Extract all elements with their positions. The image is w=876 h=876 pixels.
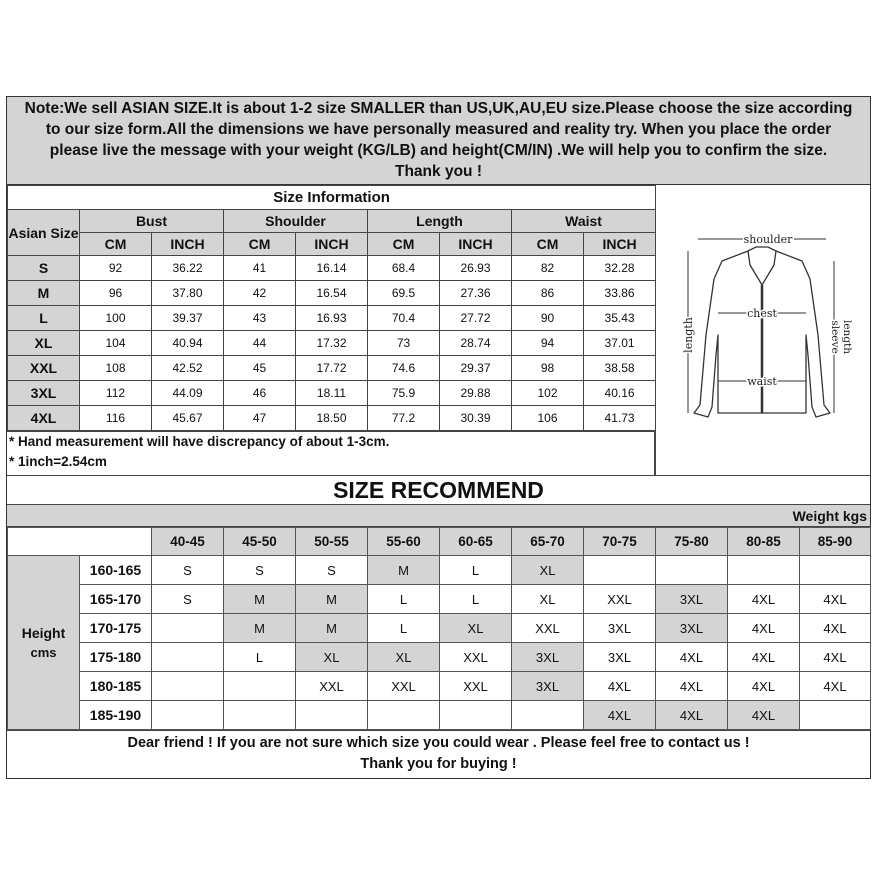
recommended-size-cell: XXL	[368, 672, 440, 701]
recommended-size-cell: 3XL	[512, 643, 584, 672]
unit-header: INCH	[584, 233, 656, 256]
recommended-size-cell: 3XL	[656, 614, 728, 643]
weight-range-header: 80-85	[728, 528, 800, 556]
collar-shape	[748, 247, 776, 285]
recommended-size-cell	[152, 614, 224, 643]
size-value: 33.86	[584, 281, 656, 306]
recommended-size-cell: S	[152, 585, 224, 614]
height-range: 165-170	[80, 585, 152, 614]
unit-header: CM	[224, 233, 296, 256]
size-value: 42.52	[152, 356, 224, 381]
height-label-text: Height	[21, 624, 66, 641]
size-value: 41	[224, 256, 296, 281]
note-line: to our size form.All the dimensions we have personally measured and reality try. When you place the order	[45, 121, 832, 138]
size-value: 82	[512, 256, 584, 281]
shoulder-header: Shoulder	[224, 210, 368, 233]
size-value: 16.14	[296, 256, 368, 281]
size-value: 94	[512, 331, 584, 356]
height-unit-text: cms	[30, 644, 57, 660]
recommended-size-cell	[800, 556, 871, 585]
size-value: 68.4	[368, 256, 440, 281]
size-row	[8, 256, 656, 281]
recommended-size-cell: S	[152, 556, 224, 585]
recommended-size-cell	[224, 701, 296, 730]
recommended-size-cell	[296, 701, 368, 730]
size-value: 75.9	[368, 381, 440, 406]
size-value: 37.01	[584, 331, 656, 356]
size-label: 4XL	[8, 406, 80, 431]
size-row	[8, 281, 656, 306]
waist-header: Waist	[512, 210, 656, 233]
size-value: 17.72	[296, 356, 368, 381]
weight-header-blank	[8, 528, 152, 556]
size-row	[8, 381, 656, 406]
size-value: 46	[224, 381, 296, 406]
recommended-size-cell: 4XL	[656, 643, 728, 672]
recommended-size-cell: L	[368, 585, 440, 614]
height-range: 185-190	[80, 701, 152, 730]
recommended-size-cell: 4XL	[728, 614, 800, 643]
recommended-size-cell: M	[296, 614, 368, 643]
size-value: 102	[512, 381, 584, 406]
size-value: 27.36	[440, 281, 512, 306]
size-value: 36.22	[152, 256, 224, 281]
size-value: 90	[512, 306, 584, 331]
weight-range-header: 75-80	[656, 528, 728, 556]
recommended-size-cell: M	[368, 556, 440, 585]
recommended-size-cell: 4XL	[728, 585, 800, 614]
size-value: 18.50	[296, 406, 368, 431]
weight-range-header: 65-70	[512, 528, 584, 556]
size-value: 45.67	[152, 406, 224, 431]
asian-size-header: Asian Size	[8, 210, 80, 256]
size-label: S	[8, 256, 80, 281]
height-row	[8, 672, 871, 701]
recommended-size-cell: XL	[440, 614, 512, 643]
note-inch-conversion: * 1inch=2.54cm	[9, 454, 107, 469]
height-row	[8, 643, 871, 672]
height-row	[8, 585, 871, 614]
size-value: 73	[368, 331, 440, 356]
size-chart	[6, 96, 871, 779]
size-value: 96	[80, 281, 152, 306]
sleeve-length-label: length	[841, 319, 853, 355]
size-value: 106	[512, 406, 584, 431]
size-value: 28.74	[440, 331, 512, 356]
size-information-table	[7, 185, 656, 431]
size-recommend-title: SIZE RECOMMEND	[7, 475, 870, 505]
note-line: please live the message with your weight (KG/LB) and height(CM/IN) .We will help you to confirm the size.	[49, 142, 828, 159]
recommended-size-cell: 4XL	[728, 643, 800, 672]
recommended-size-cell: 4XL	[584, 701, 656, 730]
height-row	[8, 701, 871, 730]
shirt-measurement-illustration	[656, 185, 870, 473]
recommended-size-cell: 4XL	[800, 614, 871, 643]
recommended-size-cell	[368, 701, 440, 730]
size-value: 40.16	[584, 381, 656, 406]
unit-header: INCH	[152, 233, 224, 256]
recommended-size-cell: 3XL	[656, 585, 728, 614]
size-value: 104	[80, 331, 152, 356]
recommended-size-cell	[728, 556, 800, 585]
weight-range-header: 45-50	[224, 528, 296, 556]
size-row	[8, 356, 656, 381]
height-range: 170-175	[80, 614, 152, 643]
size-value: 37.80	[152, 281, 224, 306]
size-note	[7, 97, 870, 185]
shoulder-label: shoulder	[743, 233, 793, 246]
recommended-size-cell	[584, 556, 656, 585]
recommended-size-cell: M	[224, 585, 296, 614]
size-value: 45	[224, 356, 296, 381]
size-value: 74.6	[368, 356, 440, 381]
size-label: XL	[8, 331, 80, 356]
unit-header: INCH	[440, 233, 512, 256]
recommended-size-cell: XXL	[512, 614, 584, 643]
size-value: 44.09	[152, 381, 224, 406]
recommended-size-cell: 4XL	[656, 672, 728, 701]
size-row	[8, 406, 656, 431]
size-row	[8, 306, 656, 331]
size-value: 17.32	[296, 331, 368, 356]
size-value: 116	[80, 406, 152, 431]
height-range: 160-165	[80, 556, 152, 585]
height-row	[8, 614, 871, 643]
recommended-size-cell: M	[224, 614, 296, 643]
recommended-size-cell: L	[368, 614, 440, 643]
recommended-size-cell	[152, 672, 224, 701]
recommended-size-cell	[656, 556, 728, 585]
recommended-size-cell: 4XL	[728, 672, 800, 701]
recommended-size-cell	[152, 701, 224, 730]
size-value: 108	[80, 356, 152, 381]
size-label: XXL	[8, 356, 80, 381]
recommended-size-cell: XL	[512, 556, 584, 585]
recommended-size-cell: XL	[296, 643, 368, 672]
size-value: 39.37	[152, 306, 224, 331]
length-label: length	[682, 317, 695, 353]
recommended-size-cell	[440, 701, 512, 730]
recommended-size-cell: XXL	[440, 643, 512, 672]
height-label	[8, 556, 80, 730]
recommended-size-cell: 4XL	[728, 701, 800, 730]
size-label: M	[8, 281, 80, 306]
size-value: 92	[80, 256, 152, 281]
weight-range-header: 60-65	[440, 528, 512, 556]
footer-message	[7, 730, 870, 778]
recommended-size-cell: 3XL	[584, 643, 656, 672]
size-recommend-table	[7, 527, 871, 730]
size-value: 18.11	[296, 381, 368, 406]
footer-line-1: Dear friend ! If you are not sure which size you could wear . Please feel free to contact us !	[127, 735, 750, 751]
footer-line-2: Thank you for buying !	[360, 756, 517, 772]
size-value: 16.93	[296, 306, 368, 331]
recommended-size-cell: L	[224, 643, 296, 672]
height-range: 175-180	[80, 643, 152, 672]
size-value: 77.2	[368, 406, 440, 431]
measurement-notes	[7, 431, 655, 475]
size-value: 69.5	[368, 281, 440, 306]
size-value: 40.94	[152, 331, 224, 356]
recommended-size-cell: XXL	[296, 672, 368, 701]
size-value: 44	[224, 331, 296, 356]
recommended-size-cell: 4XL	[800, 585, 871, 614]
recommended-size-cell: XXL	[440, 672, 512, 701]
recommended-size-cell	[224, 672, 296, 701]
size-label: 3XL	[8, 381, 80, 406]
unit-header: CM	[368, 233, 440, 256]
height-range: 180-185	[80, 672, 152, 701]
chest-label: chest	[747, 307, 777, 320]
recommended-size-cell: L	[440, 585, 512, 614]
unit-header: CM	[80, 233, 152, 256]
size-value: 70.4	[368, 306, 440, 331]
unit-header: CM	[512, 233, 584, 256]
unit-header: INCH	[296, 233, 368, 256]
weight-range-header: 85-90	[800, 528, 871, 556]
size-value: 42	[224, 281, 296, 306]
size-value: 26.93	[440, 256, 512, 281]
recommended-size-cell: 4XL	[656, 701, 728, 730]
size-value: 43	[224, 306, 296, 331]
size-value: 27.72	[440, 306, 512, 331]
recommended-size-cell: L	[440, 556, 512, 585]
size-value: 35.43	[584, 306, 656, 331]
recommended-size-cell: 4XL	[800, 672, 871, 701]
recommended-size-cell: S	[296, 556, 368, 585]
size-value: 29.37	[440, 356, 512, 381]
size-value: 30.39	[440, 406, 512, 431]
weight-range-header: 40-45	[152, 528, 224, 556]
size-row	[8, 331, 656, 356]
recommended-size-cell: M	[296, 585, 368, 614]
size-value: 86	[512, 281, 584, 306]
note-line: Note:We sell ASIAN SIZE.It is about 1-2 size SMALLER than US,UK,AU,EU size.Please choose the size according	[24, 100, 853, 117]
weight-label: Weight kgs	[7, 505, 870, 527]
size-label: L	[8, 306, 80, 331]
note-line: Thank you !	[395, 163, 482, 180]
recommended-size-cell	[152, 643, 224, 672]
weight-range-header: 70-75	[584, 528, 656, 556]
waist-label: waist	[747, 375, 777, 388]
size-value: 16.54	[296, 281, 368, 306]
recommended-size-cell: XL	[368, 643, 440, 672]
recommended-size-cell	[512, 701, 584, 730]
recommended-size-cell: XL	[512, 585, 584, 614]
size-info-title: Size Information	[8, 186, 656, 210]
recommended-size-cell: S	[224, 556, 296, 585]
bust-header: Bust	[80, 210, 224, 233]
recommended-size-cell: 3XL	[512, 672, 584, 701]
recommended-size-cell: 3XL	[584, 614, 656, 643]
size-value: 38.58	[584, 356, 656, 381]
weight-range-header: 55-60	[368, 528, 440, 556]
size-value: 41.73	[584, 406, 656, 431]
size-value: 29.88	[440, 381, 512, 406]
recommended-size-cell: XXL	[584, 585, 656, 614]
size-value: 98	[512, 356, 584, 381]
note-discrepancy: * Hand measurement will have discrepancy of about 1-3cm.	[9, 434, 390, 449]
size-value: 32.28	[584, 256, 656, 281]
recommended-size-cell: 4XL	[800, 643, 871, 672]
size-value: 100	[80, 306, 152, 331]
height-row	[8, 556, 871, 585]
sleeve-label: sleeve	[829, 320, 841, 354]
recommended-size-cell	[800, 701, 871, 730]
recommended-size-cell: 4XL	[584, 672, 656, 701]
size-value: 112	[80, 381, 152, 406]
weight-range-header: 50-55	[296, 528, 368, 556]
shirt-diagram	[655, 185, 870, 475]
size-value: 47	[224, 406, 296, 431]
length-header: Length	[368, 210, 512, 233]
